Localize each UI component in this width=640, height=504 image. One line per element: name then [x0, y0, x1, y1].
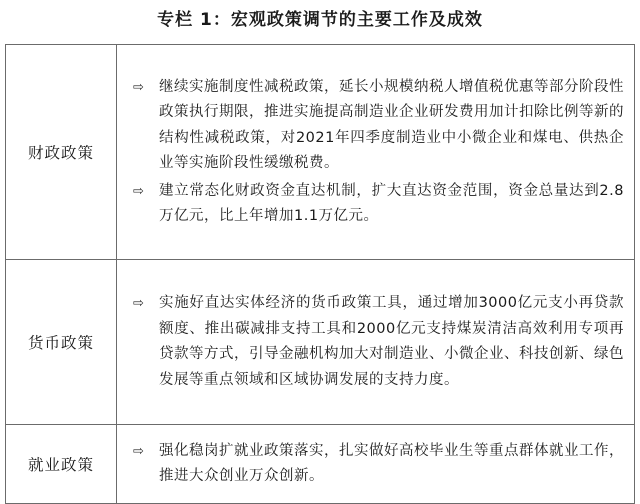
item-text: 建立常态化财政资金直达机制，扩大直达资金范围，资金总量达到2.8万亿元，比上年增加1.1万亿元。	[159, 182, 624, 224]
list-item	[133, 75, 624, 177]
hollow-right-arrow-icon: ⇨	[133, 79, 145, 95]
table-row-fiscal-policy	[6, 45, 635, 260]
list-item	[133, 439, 624, 490]
list-item	[133, 179, 624, 230]
hollow-right-arrow-icon: ⇨	[133, 443, 145, 459]
item-text: 强化稳岗扩就业政策落实，扎实做好高校毕业生等重点群体就业工作，推进大众创业万众创新。	[159, 442, 624, 484]
category-label: 货币政策	[6, 260, 117, 425]
category-content	[117, 425, 635, 504]
hollow-right-arrow-icon: ⇨	[133, 296, 145, 311]
hollow-right-arrow-icon: ⇨	[133, 183, 145, 199]
policy-table	[5, 44, 635, 504]
table-row-employment-policy	[6, 425, 635, 504]
list-item	[133, 291, 624, 393]
category-content	[117, 260, 635, 425]
item-text: 继续实施制度性减税政策，延长小规模纳税人增值税优惠等部分阶段性政策执行期限，推进实施提高制造业企业研发费用加计扣除比例等新的结构性减税政策，对2021年四季度制造业中小微企业和煤电、供热企业等实施阶段性缓缴税费。	[159, 78, 624, 171]
category-label: 财政政策	[6, 45, 117, 260]
category-content	[117, 45, 635, 260]
category-label: 就业政策	[6, 425, 117, 504]
item-text: 实施好直达实体经济的货币政策工具，通过增加3000亿元支小再贷款额度、推出碳减排支持工具和2000亿元支持煤炭清洁高效利用专项再贷款等方式，引导金融机构加大对制造业、小微企业、科技创新、绿色发展等重点领域和区域协调发展的支持力度。	[159, 295, 624, 388]
page-title: 专栏 1：宏观政策调节的主要工作及成效	[157, 10, 483, 30]
table-row-monetary-policy	[6, 260, 635, 425]
